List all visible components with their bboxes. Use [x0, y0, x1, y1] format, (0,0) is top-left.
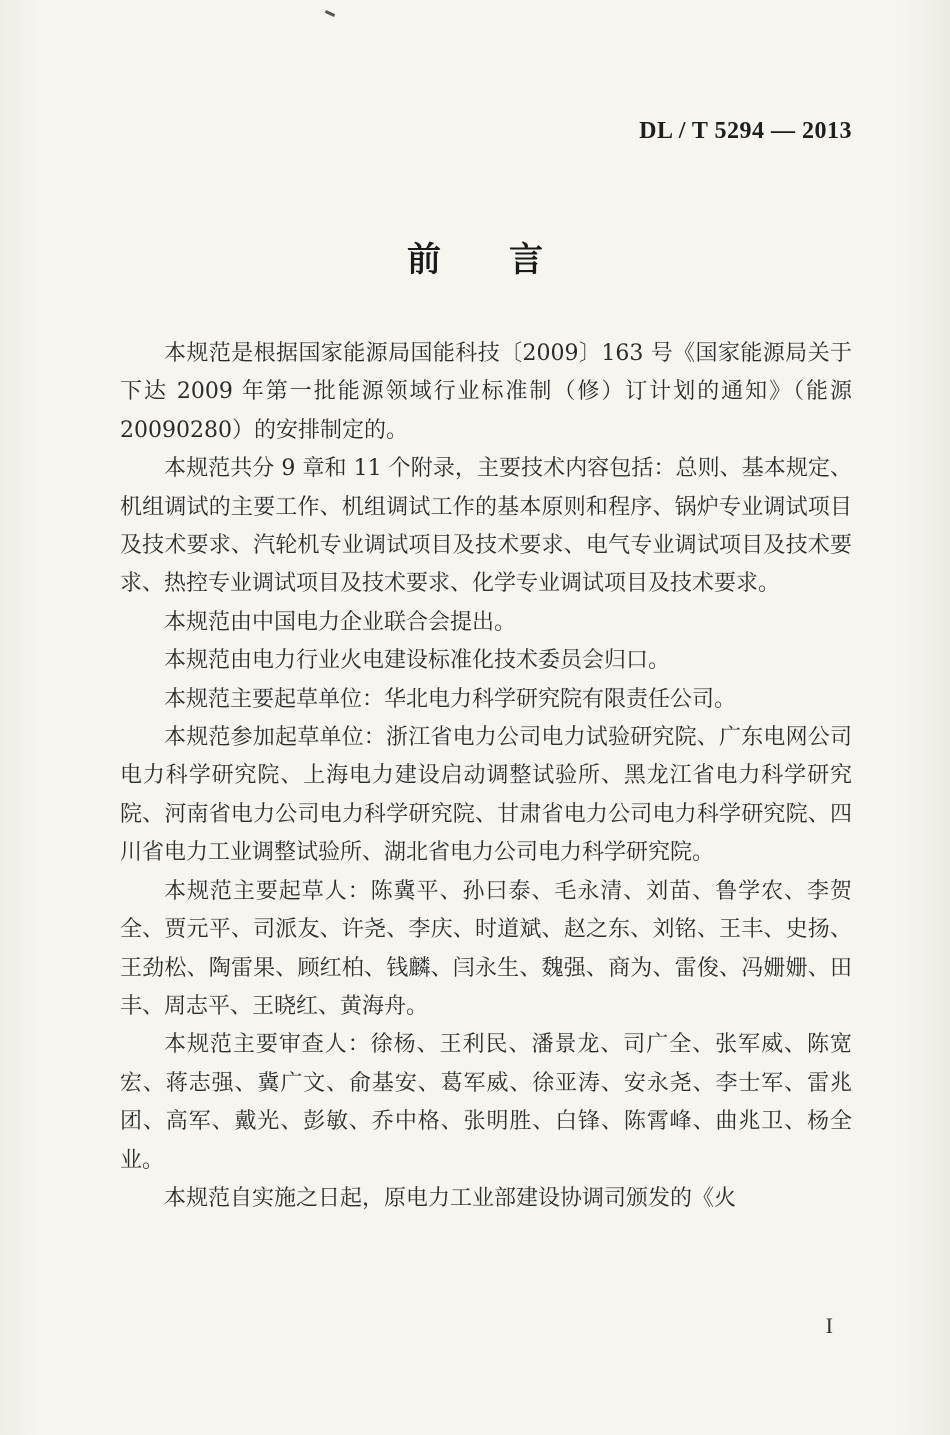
page-heading: 前言	[407, 240, 611, 280]
paragraph: 本规范由电力行业火电建设标准化技术委员会归口。	[164, 648, 671, 674]
paragraph: 本规范主要起草单位：华北电力科学研究院有限责任公司。	[164, 686, 737, 712]
paragraph: 本规范是根据国家能源局国能科技〔2009〕163 号《国家能源局关于下达 2009 年第一批能源领域行业标准制（修）订计划的通知》（能源 20090280）的安排制定的。	[120, 341, 852, 443]
paragraph: 本规范自实施之日起，原电力工业部建设协调司颁发的《火	[164, 1185, 737, 1211]
paragraph: 本规范主要审查人：徐杨、王利民、潘景龙、司广全、张军威、陈宽宏、蒋志强、冀广文、俞基安、葛军威、徐亚涛、安永尧、李士军、雷兆团、高军、戴光、彭敏、乔中格、张明胜、白锋、陈霄峰、曲兆卫、杨全业。	[120, 1032, 852, 1173]
preface-body	[120, 335, 852, 1218]
paragraph: 本规范参加起草单位：浙江省电力公司电力试验研究院、广东电网公司电力科学研究院、上海电力建设启动调整试验所、黑龙江省电力科学研究院、河南省电力公司电力科学研究院、甘肃省电力公司电力科学研究院、四川省电力工业调整试验所、湖北省电力公司电力科学研究院。	[120, 725, 852, 866]
scan-artifact	[325, 10, 335, 17]
paragraph: 本规范由中国电力企业联合会提出。	[164, 609, 517, 635]
paragraph: 本规范共分 9 章和 11 个附录，主要技术内容包括：总则、基本规定、机组调试的主要工作、机组调试工作的基本原则和程序、锅炉专业调试项目及技术要求、汽轮机专业调试项目及技术要求、电气专业调试项目及技术要求、热控专业调试项目及技术要求、化学专业调试项目及技术要求。	[120, 456, 852, 597]
page-number: I	[825, 1313, 833, 1338]
paragraph: 本规范主要起草人：陈冀平、孙曰泰、毛永清、刘苗、鲁学农、李贺全、贾元平、司派友、许尧、李庆、时道斌、赵之东、刘铭、王丰、史扬、王劲松、陶雷果、顾红柏、钱麟、闫永生、魏强、商为、雷俊、冯姗姗、田丰、周志平、王晓红、黄海舟。	[120, 878, 852, 1019]
standard-code: DL / T 5294 — 2013	[639, 118, 852, 144]
